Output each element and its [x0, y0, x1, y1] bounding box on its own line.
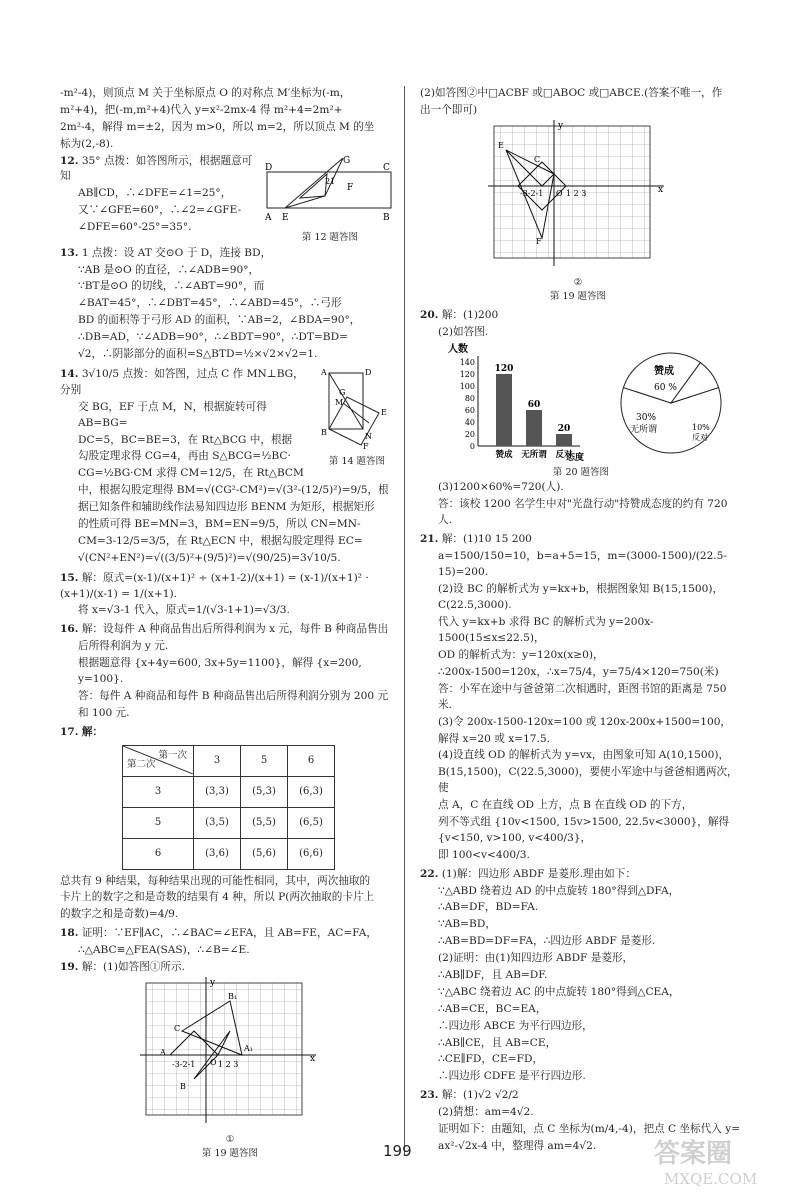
svg-text:A: A	[160, 1047, 166, 1057]
figure-20	[420, 342, 742, 466]
text-line: ∠BAT=45°，∴∠DBT=45°，∴∠ABD=45°，∴弓形	[78, 297, 342, 310]
text-line: 卡片上的数字之和是奇数的结果有 4 种，所以 P(两次抽取的卡片上	[60, 891, 375, 904]
grid-figure-1	[140, 977, 320, 1127]
text-line: ∴△ABC≌△FEA(SAS)，∴∠B=∠E.	[78, 944, 250, 957]
figure-14-diagram	[319, 367, 395, 449]
table-cell: (5,3)	[241, 776, 288, 807]
text-line: AB∥CD，∴∠DFE=∠1=25°，	[78, 187, 232, 200]
watermark-logo	[650, 1130, 780, 1190]
grid-figure-2	[488, 120, 668, 270]
text-line: ∴四边形 ABCE 为平行四边形，	[438, 1019, 593, 1032]
svg-text:21: 21	[325, 176, 336, 186]
svg-text:F: F	[536, 236, 542, 246]
text-line: (2)设 BC 的解析式为 y=kx+b，根据图象知 B(15,1500)，	[438, 582, 724, 595]
text-line: ∴CE∥FD，CE=FD，	[438, 1053, 544, 1066]
question-number: 14.	[60, 367, 79, 380]
pie-label-2: 无所谓	[630, 424, 658, 435]
y-tick-label: 40	[464, 417, 475, 427]
pie-pct-1: 60 %	[654, 382, 677, 393]
table-cell: (6,5)	[288, 807, 335, 838]
figure-caption: 第 19 题答图	[201, 1148, 259, 1160]
y-tick-label: 100	[459, 381, 475, 391]
column-divider	[404, 86, 405, 1156]
text-line: 的性质可得 BE=MN=3，BM=EN=9/5，所以 CN=MN-	[78, 517, 361, 530]
question-17	[60, 725, 395, 924]
pie-label-1: 赞成	[654, 365, 674, 377]
svg-text:E: E	[498, 140, 504, 150]
figure-12	[265, 154, 395, 246]
text-line: 标为(2,-8).	[60, 137, 114, 150]
answer-label: 解：	[81, 725, 103, 738]
text-line: ∵△ABC 绕着边 AC 的中点旋转 180°得到△CEA，	[438, 985, 680, 998]
text-line: 解：(1)10 15 200	[441, 532, 532, 545]
svg-text:D: D	[365, 367, 372, 377]
svg-text:A₁: A₁	[244, 1043, 253, 1053]
pie-pct-3: 10%	[692, 422, 710, 432]
svg-text:-3-2-1: -3-2-1	[520, 188, 544, 198]
question-19	[60, 960, 395, 1161]
text-line: ∵△ABD 绕着边 AD 的中点旋转 180°得到△DFA，	[438, 884, 680, 897]
table-cell: (6,6)	[288, 838, 335, 869]
page-number: 199	[383, 1142, 412, 1160]
svg-text:1 2 3: 1 2 3	[218, 1059, 239, 1069]
figure-caption: 第 12 题答图	[301, 232, 359, 244]
svg-text:x: x	[658, 184, 664, 195]
svg-text:A: A	[321, 367, 327, 377]
text-line: 据已知条件和辅助线作法易知四边形 BENM 为矩形，根据矩形	[78, 501, 375, 514]
table-cell: 6	[123, 838, 194, 869]
figure-19-2	[488, 120, 668, 304]
text-line: (2)证明：由(1)知四边形 ABDF 是菱形，	[438, 952, 634, 965]
text-line: 解：(1)200	[441, 309, 499, 322]
header-second: 第二次	[127, 759, 156, 771]
question-14	[60, 367, 395, 568]
text-line: ∵AB=BD，	[438, 918, 496, 931]
svg-text:y: y	[210, 977, 216, 988]
table-row	[123, 776, 335, 807]
bar-value-label: 120	[494, 363, 514, 374]
text-line: 解：设每件 A 种商品售出后所得利润为 x 元，每件 B 种商品售出	[81, 623, 389, 636]
table-row	[123, 838, 335, 869]
text-line: a=1500/150=10，b=a+5=15，m=(3000-1500)/(22.5-15)=200.	[438, 549, 727, 578]
text-line: 证明：∵EF∥AC，∴∠BAC=∠EFA，且 AB=FE，AC=FA，	[81, 927, 377, 940]
bar-value-label: 60	[527, 399, 541, 410]
x-tick-label: 反对	[555, 449, 573, 460]
text-line: 将 x=√3-1 代入，原式=1/(√3-1+1)=√3/3.	[78, 604, 290, 617]
question-20	[420, 308, 742, 529]
text-line: ∴AB∥CE，且 AB=CE，	[438, 1036, 557, 1049]
text-line: ∴AB=BD=DF=FA，∴四边形 ABDF 是菱形.	[438, 935, 656, 948]
bar-chart	[448, 342, 598, 464]
svg-text:B₁: B₁	[228, 991, 238, 1001]
svg-text:M: M	[335, 397, 344, 407]
text-line: 即 100<v<400/3.	[438, 848, 530, 861]
table-cell: 5	[123, 807, 194, 838]
question-number: 23.	[420, 1089, 439, 1102]
y-tick-label: 20	[464, 429, 475, 439]
svg-text:1 2 3: 1 2 3	[566, 188, 587, 198]
svg-text:D: D	[265, 162, 273, 173]
chart-xlabel: 态度	[566, 452, 585, 463]
text-line: 35° 点拨：如答图所示，根据题意可知	[60, 154, 253, 183]
svg-text:-3-2-1: -3-2-1	[172, 1059, 196, 1069]
table-cell: (3,3)	[194, 776, 241, 807]
question-number: 12.	[60, 154, 79, 167]
pie-label-3: 反对	[692, 432, 708, 442]
text-line: 根据题意得 {x+4y=600, 3x+5y=1100}，解得 {x=200, y=100}.	[78, 657, 362, 685]
text-line: ∠DFE=60°-25°=35°.	[78, 221, 192, 234]
text-line: m²+4)，把(-m,m²+4)代入 y=x²-2mx-4 得 m²+4=2m²+	[60, 103, 343, 116]
svg-text:F: F	[347, 182, 354, 193]
svg-text:G: G	[339, 387, 346, 397]
question-12	[60, 154, 395, 246]
text-line: BD 的面积等于弓形 AD 的面积，∵AB=2，∠BDA=90°，	[78, 314, 361, 327]
pie-chart	[616, 348, 726, 458]
question-13	[60, 246, 395, 363]
question-22	[420, 867, 742, 1086]
text-line: -m²-4)，则顶点 M 关于坐标原点 O 的对称点 M′坐标为(-m，	[60, 87, 351, 99]
text-line: (3)令 200x-1500-120x=100 或 120x-200x+1500=100，	[438, 715, 732, 728]
text-line: ∴200x-1500=120x，∴x=75/4，y=75/4×120=750(米)	[438, 666, 719, 678]
text-line: ∴四边形 CDFE 是平行四边形.	[438, 1070, 586, 1083]
text-line: (1)解：四边形 ABDF 是菱形.理由如下：	[441, 867, 636, 880]
question-15	[60, 571, 395, 620]
text-line: CM=3-12/5=3/5，在 Rt△ECN 中，根据勾股定理得 EC=	[78, 534, 363, 547]
table-corner-cell	[123, 745, 194, 776]
text-line: 答：小军在途中与爸爸第二次相遇时，距图书馆的距离是 750 米.	[438, 682, 727, 711]
table-header-cell: 6	[288, 745, 335, 776]
text-line: 和 100 元.	[78, 706, 130, 719]
figure-12-diagram	[265, 154, 395, 226]
table-cell: (3,5)	[194, 807, 241, 838]
left-column	[60, 86, 395, 1161]
svg-text:y: y	[558, 120, 564, 131]
text-line: 解：原式=(x-1)/(x+1)² ÷ (x+1-2)/(x+1) = (x-1)/(x+1)² · (x+1)/(x-1) = 1/(x+1).	[60, 571, 369, 600]
question-number: 18.	[60, 927, 79, 940]
text-line: 出一个即可)	[420, 103, 478, 116]
question-19-part2	[420, 86, 742, 304]
text-line: 2m²-4，解得 m=±2，因为 m>0，所以 m=2，所以顶点 M 的坐	[60, 120, 375, 133]
question-16	[60, 622, 395, 721]
text-line: 解：(1)如答图①所示.	[81, 960, 185, 973]
text-line: ax²-√2x-4 中，整理得 am=4√2.	[438, 1139, 597, 1152]
text-line: 列不等式组 {10v<1500, 15v>1500, 22.5v<3000}，解得 {v<150, v>100, v<400/3}，	[438, 816, 730, 844]
question-number: 15.	[60, 571, 79, 584]
bar	[556, 434, 572, 446]
text-line: ∴AB∥DF，且 AB=DF.	[438, 969, 548, 982]
text-line: (2)猜想：am=4√2.	[438, 1106, 534, 1119]
text-line: ∴DB=AD，∵∠ADB=90°，∴∠BDT=90°，∴DT=BD=	[78, 331, 348, 344]
text-line: 的数字之和是奇数)=4/9.	[60, 908, 179, 921]
right-column	[420, 86, 742, 1156]
question-number: 21.	[420, 532, 439, 545]
text-line: 答：每件 A 种商品和每件 B 种商品售出后所得利润分别为 200 元	[78, 689, 389, 702]
text-line: CG=½BG·CM 求得 CM=12/5，在 Rt△BCM	[78, 467, 304, 480]
text-line: ∴AB=DF，BD=FA.	[438, 901, 539, 914]
text-line: OD 的解析式为：y=120x(x≥0)，	[438, 649, 604, 662]
text-line: 后所得利润为 y 元.	[78, 640, 169, 653]
x-tick-label: 赞成	[495, 449, 513, 460]
figure-19-1	[140, 977, 320, 1161]
question-21	[420, 532, 742, 864]
x-tick-label: 无所谓	[521, 449, 547, 460]
svg-text:A: A	[265, 212, 272, 223]
answer: 3√10/5	[81, 367, 120, 380]
svg-text:G: G	[343, 155, 351, 166]
svg-text:C: C	[383, 162, 390, 173]
text-line: ∵AB 是⊙O 的直径，∴∠ADB=90°，	[78, 263, 260, 276]
y-tick-label: 0	[469, 441, 475, 451]
text-line: C(22.5,3000).	[438, 599, 512, 612]
y-tick-label: 60	[464, 405, 475, 415]
table-cell: (5,6)	[241, 838, 288, 869]
question-number: 17.	[60, 725, 79, 738]
table-row	[123, 807, 335, 838]
question-number: 20.	[420, 309, 439, 322]
watermark-text: 答案圈	[654, 1139, 733, 1169]
text-line: 解得 x=20 或 x=17.5.	[438, 732, 551, 745]
table-cell: (6,3)	[288, 776, 335, 807]
text-line: 中，根据勾股定理得 BM=√(CG²-CM²)=√(3²-(12/5)²)=9/5，根	[78, 484, 389, 497]
text-line: 答：该校 1200 名学生中对"光盘行动"持赞成态度的约有 720 人.	[438, 498, 728, 526]
text-line: 总共有 9 种结果，每种结果出现的可能性相同，其中，两次抽取的	[60, 874, 371, 887]
figure-label: ②	[573, 276, 583, 288]
svg-text:F: F	[363, 441, 369, 449]
bar	[496, 374, 512, 446]
svg-text:E: E	[381, 407, 387, 417]
question-number: 19.	[60, 960, 79, 973]
svg-text:B: B	[321, 427, 327, 437]
table-cell: (5,5)	[241, 807, 288, 838]
text-line: (2)如答图.	[438, 326, 489, 339]
text-line: (3)1200×60%=720(人).	[438, 481, 564, 494]
figure-caption: 第 19 题答图	[549, 290, 607, 302]
svg-text:N: N	[365, 431, 372, 441]
text-line: 解：(1)√2 √2/2	[441, 1089, 519, 1102]
svg-text:O: O	[210, 1057, 217, 1067]
text-line: √(CN²+EN²)=√((3/5)²+(9/5)²)=√(90/25)=3√10/5.	[78, 551, 341, 564]
text-line: 交 BG，EF 于点 M，N，根据旋转可得 AB=BG=	[78, 400, 267, 429]
question-number: 16.	[60, 623, 79, 636]
bar-value-label: 20	[557, 423, 571, 434]
text-line: 1 点拨：设 AT 交⊙O 于 D，连接 BD，	[81, 246, 272, 259]
svg-text:B: B	[180, 1081, 186, 1091]
watermark-url: MXQE.COM	[664, 1170, 758, 1188]
svg-text:C: C	[174, 1023, 181, 1033]
table-cell: 3	[123, 776, 194, 807]
svg-text:C: C	[534, 154, 541, 164]
chart-ylabel: 人数	[448, 343, 468, 355]
y-tick-label: 140	[459, 357, 475, 367]
text-line: 勾股定理求得 CG=4，再由 S△BCG=½BC·	[78, 450, 291, 463]
text-line: 代入 y=kx+b 求得 BC 的解析式为 y=200x-1500(15≤x≤22.5)，	[438, 616, 654, 645]
pie-pct-2: 30%	[636, 412, 657, 423]
header-first: 第一次	[158, 749, 187, 761]
text-line: 又∵∠GFE=60°，∴∠2=∠GFE-	[78, 204, 242, 217]
text-line: √2，∴阴影部分的面积=S△BTD=½×√2×√2=1.	[78, 348, 318, 361]
question-number: 22.	[420, 867, 439, 880]
question-18	[60, 926, 395, 959]
question-number: 13.	[60, 246, 79, 259]
text-line: B(15,1500)，C(22.5,3000)，要使小军途中与爸爸相遇两次，使	[438, 766, 738, 795]
table-header-cell: 3	[194, 745, 241, 776]
y-tick-label: 80	[464, 393, 475, 403]
text-line: 证明如下：由题知，点 C 坐标为(m/4,-4)，把点 C 坐标代入 y=	[438, 1123, 741, 1136]
figure-caption: 第 14 题答图	[328, 455, 386, 467]
figure-label: ①	[225, 1133, 235, 1145]
outcome-table	[122, 745, 335, 870]
svg-text:O: O	[556, 188, 563, 198]
figure-14	[319, 367, 395, 469]
intro-block	[60, 86, 395, 153]
text-line: (2)如答图②中□ACBF 或□ABOC 或□ABCE.(答案不唯一，作	[420, 87, 723, 99]
text-line: DC=5，BC=BE=3，在 Rt△BCG 中，根据	[78, 433, 293, 446]
svg-text:x: x	[310, 1053, 316, 1064]
svg-text:E: E	[282, 212, 289, 223]
text-line: ∴AB=CE，BC=EA，	[438, 1002, 547, 1015]
table-header-cell: 5	[241, 745, 288, 776]
y-tick-label: 120	[459, 369, 475, 379]
text-line: (4)设直线 OD 的解析式为 y=vx，由图象可知 A(10,1500)，	[438, 749, 730, 762]
table-cell: (3,6)	[194, 838, 241, 869]
bar	[526, 410, 542, 446]
text-line: 点 A，C 在直线 OD 上方，点 B 在直线 OD 的下方，	[438, 799, 693, 812]
figure-caption: 第 20 题答图	[552, 466, 610, 478]
svg-text:B: B	[383, 212, 390, 223]
text-line: 点拨：如答图，过点 C 作 MN⊥BG，分别	[60, 367, 304, 396]
text-line: ∵BT是⊙O 的切线，∴∠ABT=90°，而	[78, 280, 265, 293]
